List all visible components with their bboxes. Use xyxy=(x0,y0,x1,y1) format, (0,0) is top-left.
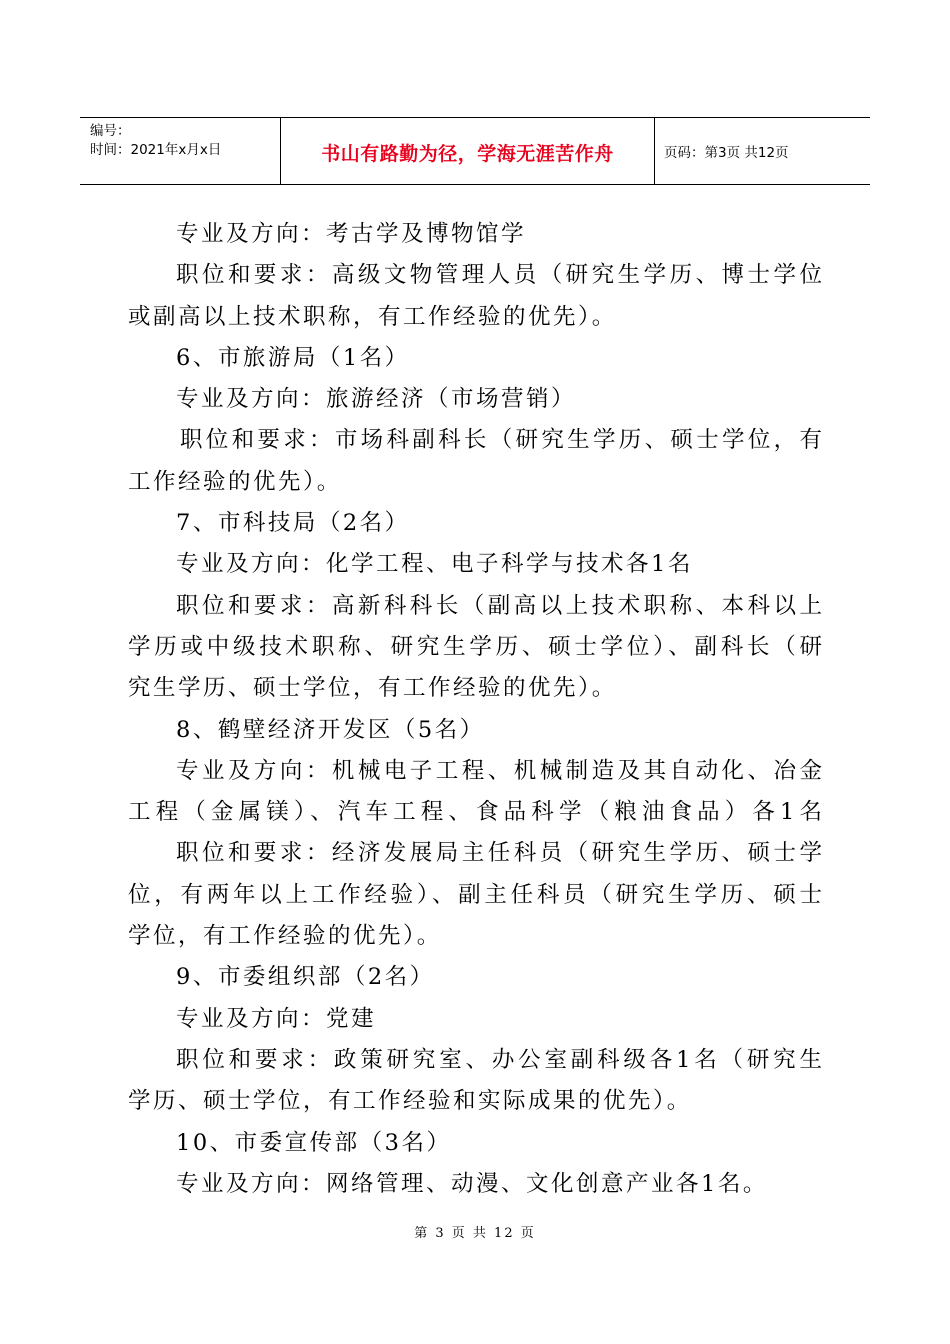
body-line: 学历、硕士学位，有工作经验和实际成果的优先）。 xyxy=(128,1088,692,1115)
header-page-cell xyxy=(655,118,870,184)
body-line: 专业及方向：党建 xyxy=(176,1005,377,1032)
body-line: 职位和要求：高新科科长（副高以上技术职称、本科以上 xyxy=(176,592,822,619)
section-heading: 6、市旅游局（1名） xyxy=(176,344,410,371)
body-line: 专业及方向：网络管理、动漫、文化创意产业各1名。 xyxy=(176,1170,768,1197)
document-body xyxy=(128,214,822,1205)
header-motto: 书山有路勤为径，学海无涯苦作舟 xyxy=(321,142,614,165)
section-heading: 8、鹤壁经济开发区（5名） xyxy=(176,716,485,743)
section-heading: 7、市科技局（2名） xyxy=(176,510,410,537)
body-line: 或副高以上技术职称，有工作经验的优先）。 xyxy=(128,303,617,330)
body-line: 职位和要求：市场科副科长（研究生学历、硕士学位，有 xyxy=(180,427,822,454)
body-line: 学历或中级技术职称、研究生学历、硕士学位）、副科长（研 xyxy=(128,633,822,660)
header-page-info: 页码：第3页 共12页 xyxy=(664,145,789,161)
body-line: 职位和要求：经济发展局主任科员（研究生学历、硕士学 xyxy=(176,840,822,867)
body-line: 专业及方向：化学工程、电子科学与技术各1名 xyxy=(176,551,693,578)
document-number-label: 编号： xyxy=(90,123,131,139)
section-heading: 9、市委组织部（2名） xyxy=(176,964,435,991)
body-line: 位，有两年以上工作经验）、副主任科员（研究生学历、硕士 xyxy=(128,881,822,908)
body-line: 学位，有工作经验的优先）。 xyxy=(128,923,442,950)
body-line: 工作经验的优先）。 xyxy=(128,468,342,495)
body-line: 专业及方向：机械电子工程、机械制造及其自动化、冶金 xyxy=(176,757,822,784)
body-line: 工程（金属镁）、汽车工程、食品科学（粮油食品）各1名 xyxy=(128,799,822,826)
body-line: 职位和要求：高级文物管理人员（研究生学历、博士学位 xyxy=(176,262,822,289)
page-footer: 第 3 页 共 12 页 xyxy=(414,1226,536,1241)
header-motto-cell xyxy=(281,118,655,184)
body-line: 究生学历、硕士学位，有工作经验的优先）。 xyxy=(128,675,617,702)
header-meta-cell xyxy=(80,118,281,184)
document-header-table xyxy=(80,117,870,185)
body-line: 职位和要求：政策研究室、办公室副科级各1名（研究生 xyxy=(176,1046,822,1073)
document-time-label: 时间：2021年x月x日 xyxy=(90,142,222,158)
section-heading: 10、市委宣传部（3名） xyxy=(176,1129,452,1156)
body-line: 专业及方向：旅游经济（市场营销） xyxy=(176,386,577,413)
body-line: 专业及方向：考古学及博物馆学 xyxy=(176,221,527,247)
